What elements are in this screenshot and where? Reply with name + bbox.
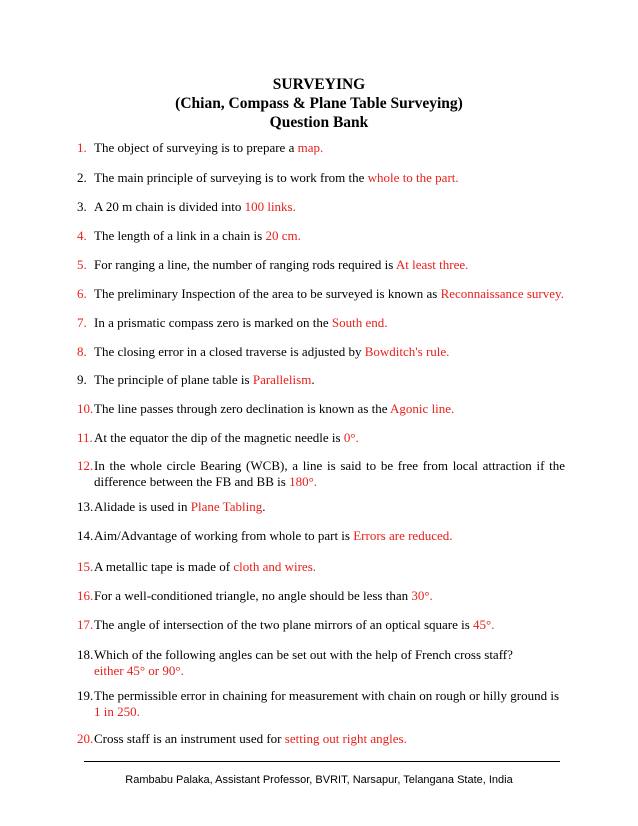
question-item bbox=[77, 688, 565, 720]
question-number: 17. bbox=[77, 617, 94, 632]
question-item bbox=[77, 286, 565, 302]
question-text: The main principle of surveying is to work from the bbox=[94, 170, 368, 185]
question-text: In a prismatic compass zero is marked on the bbox=[94, 315, 332, 330]
question-text: For ranging a line, the number of ranging rods required is bbox=[94, 257, 396, 272]
question-item bbox=[77, 344, 565, 360]
answer-text: Parallelism bbox=[252, 372, 312, 387]
answer-text: 180°. bbox=[289, 474, 318, 489]
question-item bbox=[77, 559, 565, 575]
page-subtitle: (Chian, Compass & Plane Table Surveying) bbox=[175, 95, 463, 112]
question-number: 6. bbox=[77, 286, 87, 301]
question-item bbox=[77, 617, 565, 633]
question-item bbox=[77, 315, 565, 331]
page-title: SURVEYING bbox=[272, 76, 366, 93]
footer-divider bbox=[84, 761, 560, 762]
answer-text: 100 links. bbox=[244, 199, 296, 214]
answer-text: 0°. bbox=[343, 430, 359, 445]
question-text: In the whole circle Bearing (WCB), a line is said to be free from local attraction if the difference between the FB and BB is bbox=[94, 458, 565, 489]
answer-text: setting out right angles. bbox=[284, 731, 407, 746]
answer-text: whole to the part. bbox=[367, 170, 459, 185]
question-text: The line passes through zero declination is known as the bbox=[94, 401, 391, 416]
question-item bbox=[77, 228, 565, 244]
question-item bbox=[77, 458, 565, 490]
question-text: Alidade is used in bbox=[94, 499, 191, 514]
question-punctuation: . bbox=[262, 499, 266, 514]
question-item bbox=[77, 647, 565, 679]
page-label: Question Bank bbox=[269, 114, 369, 131]
question-item bbox=[77, 401, 565, 417]
answer-text: 20 cm. bbox=[265, 228, 301, 243]
question-number: 2. bbox=[77, 170, 87, 185]
question-text: Cross staff is an instrument used for bbox=[94, 731, 285, 746]
page-footer: Rambabu Palaka, Assistant Professor, BVRIT, Narsapur, Telangana State, India bbox=[125, 774, 513, 786]
question-item bbox=[77, 528, 565, 544]
question-number: 18. bbox=[77, 647, 94, 662]
question-text: Which of the following angles can be set out with the help of French cross staff? bbox=[94, 647, 513, 662]
question-number: 5. bbox=[77, 257, 87, 272]
question-text: The closing error in a closed traverse is adjusted by bbox=[94, 344, 365, 359]
question-number: 15. bbox=[77, 559, 94, 574]
answer-text: Agonic line. bbox=[390, 401, 455, 416]
answer-text: South end. bbox=[331, 315, 388, 330]
question-text: The principle of plane table is bbox=[94, 372, 253, 387]
question-number: 14. bbox=[77, 528, 94, 543]
answer-text: Errors are reduced. bbox=[353, 528, 453, 543]
question-punctuation: . bbox=[311, 372, 315, 387]
question-text: The angle of intersection of the two plane mirrors of an optical square is bbox=[94, 617, 474, 632]
question-number: 1. bbox=[77, 140, 87, 155]
question-number: 20. bbox=[77, 731, 94, 746]
question-text: The object of surveying is to prepare a bbox=[94, 140, 298, 155]
answer-text: cloth and wires. bbox=[233, 559, 317, 574]
answer-text: Bowditch's rule. bbox=[364, 344, 450, 359]
answer-text: 30°. bbox=[411, 588, 433, 603]
question-text: Aim/Advantage of working from whole to part is bbox=[94, 528, 354, 543]
question-text: At the equator the dip of the magnetic needle is bbox=[94, 430, 344, 445]
question-text: A metallic tape is made of bbox=[94, 559, 234, 574]
question-number: 12. bbox=[77, 458, 94, 473]
question-text: The preliminary Inspection of the area to be surveyed is known as bbox=[94, 286, 441, 301]
question-text: A 20 m chain is divided into bbox=[94, 199, 245, 214]
question-number: 4. bbox=[77, 228, 87, 243]
question-item bbox=[77, 199, 565, 215]
question-number: 10. bbox=[77, 401, 94, 416]
question-number: 19. bbox=[77, 688, 94, 703]
question-text: The length of a link in a chain is bbox=[94, 228, 266, 243]
answer-text: map. bbox=[297, 140, 324, 155]
answer-text: At least three. bbox=[395, 257, 469, 272]
question-item bbox=[77, 257, 565, 273]
question-number: 9. bbox=[77, 372, 87, 387]
answer-text: 1 in 250. bbox=[94, 704, 140, 719]
question-number: 16. bbox=[77, 588, 94, 603]
page-header bbox=[0, 75, 638, 132]
answer-text: either 45° or 90°. bbox=[94, 663, 184, 678]
question-item bbox=[77, 588, 565, 604]
question-item bbox=[77, 731, 565, 747]
answer-text: Reconnaissance survey. bbox=[440, 286, 564, 301]
question-item bbox=[77, 499, 565, 515]
question-number: 11. bbox=[77, 430, 93, 445]
question-number: 7. bbox=[77, 315, 87, 330]
question-text: For a well-conditioned triangle, no angle should be less than bbox=[94, 588, 412, 603]
answer-text: 45°. bbox=[473, 617, 495, 632]
question-item bbox=[77, 170, 565, 186]
question-text: The permissible error in chaining for measurement with chain on rough or hilly ground is bbox=[94, 688, 559, 703]
question-item bbox=[77, 140, 565, 156]
question-number: 13. bbox=[77, 499, 94, 514]
question-item bbox=[77, 430, 565, 446]
question-number: 8. bbox=[77, 344, 87, 359]
question-item bbox=[77, 372, 565, 388]
question-number: 3. bbox=[77, 199, 87, 214]
answer-text: Plane Tabling bbox=[190, 499, 263, 514]
